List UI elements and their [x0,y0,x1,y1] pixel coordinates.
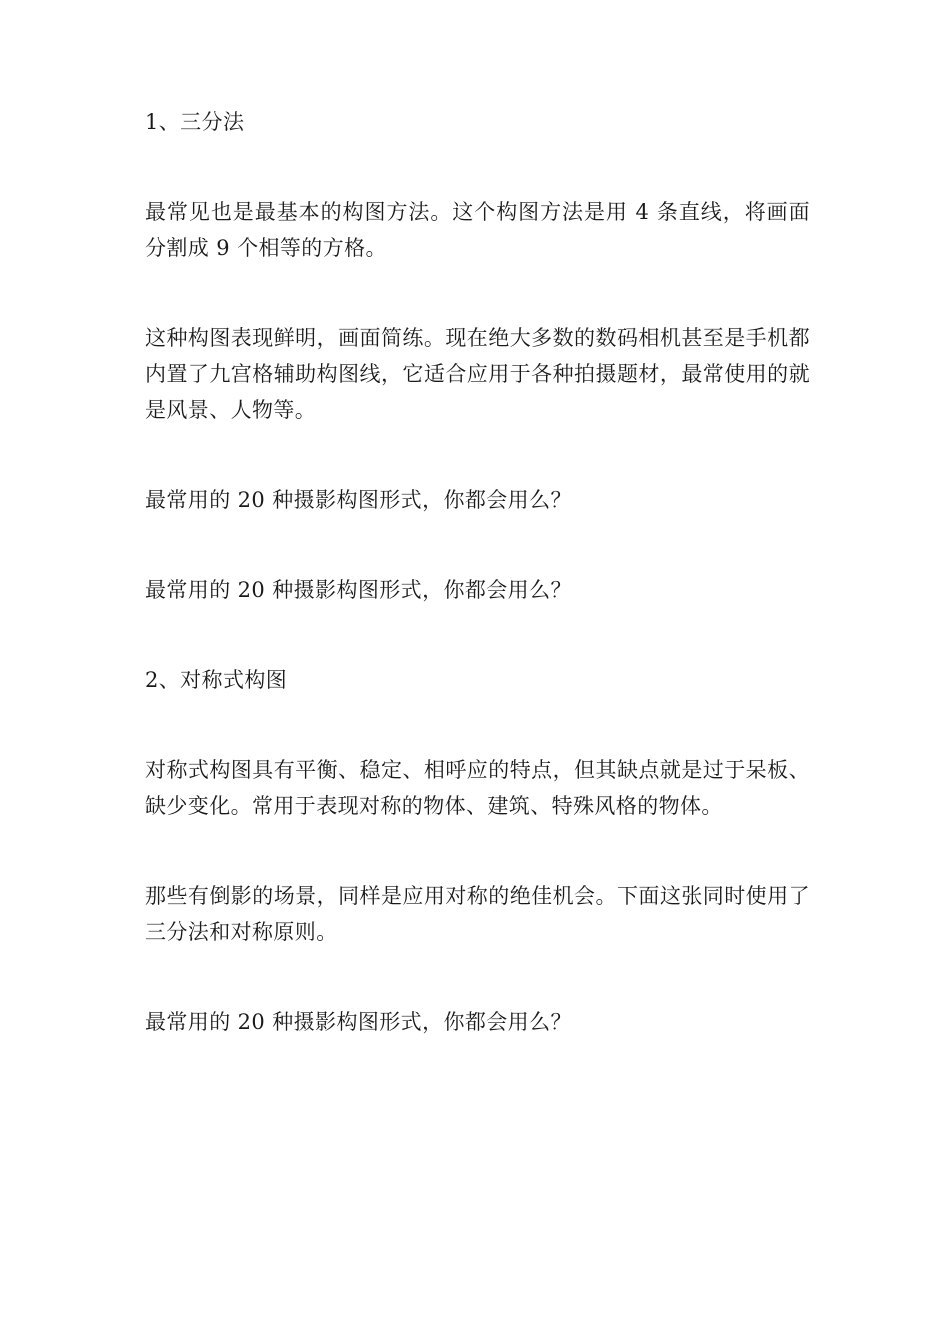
image-caption: 最常用的 20 种摄影构图形式，你都会用么？ [145,488,572,512]
paragraph-symmetry-reflections: 那些有倒影的场景，同样是应用对称的绝佳机会。下面这张同时使用了三分法和对称原则。 [145,884,810,944]
paragraph-rule-of-thirds-usage: 这种构图表现鲜明，画面简练。现在绝大多数的数码相机甚至是手机都内置了九宫格辅助构图线，它适合应用于各种拍摄题材，最常使用的就是风景、人物等。 [145,326,810,422]
paragraph-symmetry-definition: 对称式构图具有平衡、稳定、相呼应的特点，但其缺点就是过于呆板、缺少变化。常用于表现对称的物体、建筑、特殊风格的物体。 [145,758,810,818]
image-caption: 最常用的 20 种摄影构图形式，你都会用么？ [145,578,572,602]
paragraph-rule-of-thirds-definition: 最常见也是最基本的构图方法。这个构图方法是用 4 条直线，将画面分割成 9 个相等的方格。 [145,200,810,260]
section-heading-symmetry: 2、对称式构图 [145,668,288,692]
document-body [145,104,810,1094]
image-caption: 最常用的 20 种摄影构图形式，你都会用么？ [145,1010,572,1034]
section-heading-rule-of-thirds: 1、三分法 [145,110,245,134]
